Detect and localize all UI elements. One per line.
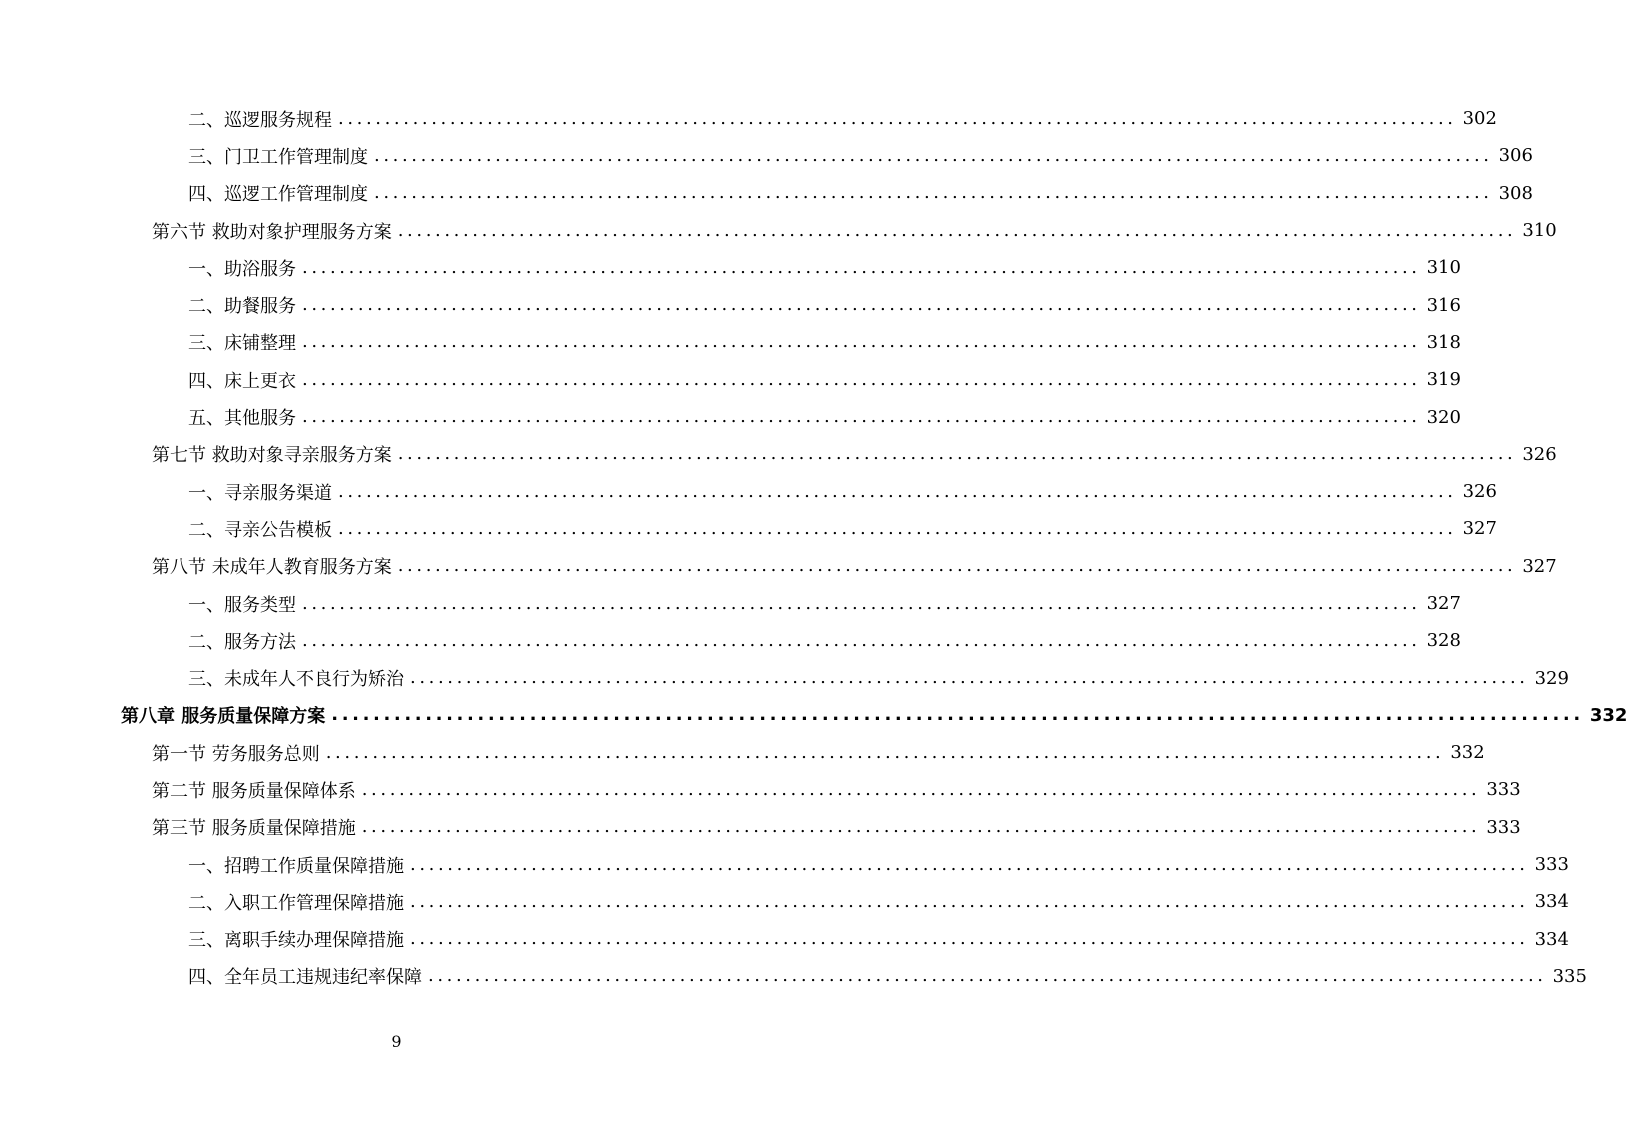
toc-leader-dots: ........................................................................................................................ [410,667,1529,689]
toc-entry-item[interactable] [188,473,1497,510]
toc-entry-page-number: 327 [1522,555,1557,577]
toc-leader-dots: ........................................................................................................................ [361,816,1481,838]
toc-leader-dots: ........................................................................................................................ [302,294,1421,316]
toc-entry-label: 第七节 救助对象寻亲服务方案 [152,445,392,467]
toc-entry-label: 三、离职手续办理保障措施 [188,930,404,952]
toc-entry-page-number: 334 [1534,928,1569,950]
toc-entry-page-number: 333 [1486,779,1521,801]
toc-entry-page-number: 332 [1450,742,1485,764]
toc-leader-dots: ........................................................................................................................ [302,629,1421,651]
toc-entry-label: 二、入职工作管理保障措施 [188,892,404,914]
toc-entry-item[interactable] [188,585,1461,622]
toc-entry-label: 一、招聘工作质量保障措施 [188,855,404,877]
toc-entry-label: 第一节 劳务服务总则 [152,743,320,765]
toc-entry-item[interactable] [188,622,1461,659]
toc-leader-dots: ........................................................................................................................ [410,890,1529,912]
toc-leader-dots: ........................................................................................................................ [302,592,1421,614]
toc-leader-dots: ........................................................................................................................ [338,107,1457,129]
toc-entry-item[interactable] [188,846,1569,883]
toc-entry-page-number: 332 [1589,704,1627,726]
toc-leader-dots: ........................................................................................................................ [325,741,1445,763]
toc-entry-page-number: 310 [1426,257,1461,279]
toc-leader-dots: ........................................................................................................................ [374,144,1493,166]
toc-entry-page-number: 334 [1534,891,1569,913]
toc-entry-item[interactable] [188,286,1461,323]
toc-entry-item[interactable] [188,921,1569,958]
toc-entry-page-number: 326 [1462,481,1497,503]
table-of-contents [0,100,1627,995]
toc-entry-page-number: 316 [1426,294,1461,316]
toc-entry-page-number: 310 [1522,220,1557,242]
toc-entry-label: 三、门卫工作管理制度 [188,146,368,168]
toc-entry-section[interactable] [152,734,1485,771]
toc-entry-label: 五、其他服务 [188,408,296,430]
toc-entry-page-number: 333 [1534,854,1569,876]
toc-leader-dots: ........................................................................................................................ [374,182,1493,204]
toc-entry-label: 一、服务类型 [188,594,296,616]
toc-entry-label: 三、床铺整理 [188,333,296,355]
toc-entry-label: 二、服务方法 [188,631,296,653]
toc-leader-dots: ........................................................................................................................ [338,480,1457,502]
toc-entry-page-number: 327 [1426,593,1461,614]
toc-entry-item[interactable] [188,398,1461,435]
toc-entry-item[interactable] [188,958,1587,995]
toc-entry-chapter[interactable] [121,697,1627,734]
toc-entry-page-number: 329 [1534,667,1569,689]
toc-leader-dots: ........................................................................................................................ [302,368,1421,390]
toc-entry-page-number: 327 [1462,518,1497,540]
toc-entry-section[interactable] [152,771,1521,808]
toc-entry-page-number: 306 [1498,145,1533,167]
toc-entry-item[interactable] [188,100,1497,137]
toc-leader-dots: ........................................................................................................................ [397,443,1517,465]
toc-entry-page-number: 319 [1426,369,1461,391]
toc-leader-dots: ........................................................................................................................ [361,778,1481,800]
toc-entry-label: 四、全年员工违规违纪率保障 [188,967,422,989]
toc-entry-label: 第八节 未成年人教育服务方案 [152,557,392,579]
toc-leader-dots: ........................................................................................................................ [331,704,1584,726]
toc-entry-section[interactable] [152,548,1557,585]
page-number: 9 [391,1032,402,1051]
toc-entry-label: 二、寻亲公告模板 [188,519,332,541]
toc-entry-page-number: 326 [1522,443,1557,465]
toc-leader-dots: ........................................................................................................................ [397,219,1517,241]
toc-entry-page-number: 335 [1552,965,1587,987]
toc-entry-page-number: 333 [1486,816,1521,838]
toc-entry-section[interactable] [152,212,1557,249]
toc-entry-item[interactable] [188,175,1533,212]
toc-entry-item[interactable] [188,883,1569,920]
toc-entry-item[interactable] [188,137,1533,174]
toc-entry-label: 二、助餐服务 [188,296,296,318]
toc-entry-page-number: 320 [1426,406,1461,428]
toc-leader-dots: ........................................................................................................................ [410,928,1529,950]
toc-entry-page-number: 318 [1426,331,1461,353]
toc-entry-section[interactable] [152,436,1557,473]
toc-entry-page-number: 308 [1498,182,1533,204]
toc-entry-item[interactable] [188,324,1461,361]
toc-entry-item[interactable] [188,659,1569,696]
toc-entry-label: 一、助浴服务 [188,258,296,280]
toc-entry-item[interactable] [188,510,1497,547]
toc-entry-label: 一、寻亲服务渠道 [188,482,332,504]
toc-entry-label: 四、巡逻工作管理制度 [188,184,368,206]
toc-entry-label: 三、未成年人不良行为矫治 [188,669,404,691]
toc-entry-label: 第八章 服务质量保障方案 [121,706,326,728]
toc-entry-label: 第三节 服务质量保障措施 [152,818,356,840]
toc-entry-label: 第二节 服务质量保障体系 [152,780,356,802]
toc-entry-label: 第六节 救助对象护理服务方案 [152,221,392,243]
toc-entry-section[interactable] [152,809,1521,846]
toc-entry-page-number: 328 [1426,630,1461,652]
toc-entry-label: 四、床上更衣 [188,370,296,392]
toc-entry-label: 二、巡逻服务规程 [188,109,332,131]
toc-entry-item[interactable] [188,249,1461,286]
toc-leader-dots: ........................................................................................................................ [397,555,1517,577]
toc-leader-dots: ........................................................................................................................ [338,517,1457,539]
toc-leader-dots: ........................................................................................................................ [302,406,1421,428]
toc-entry-item[interactable] [188,361,1461,398]
toc-leader-dots: ........................................................................................................................ [428,965,1547,987]
toc-leader-dots: ........................................................................................................................ [302,256,1421,278]
toc-leader-dots: ........................................................................................................................ [302,331,1421,353]
toc-entry-page-number: 302 [1462,108,1497,130]
toc-leader-dots: ........................................................................................................................ [410,853,1529,875]
